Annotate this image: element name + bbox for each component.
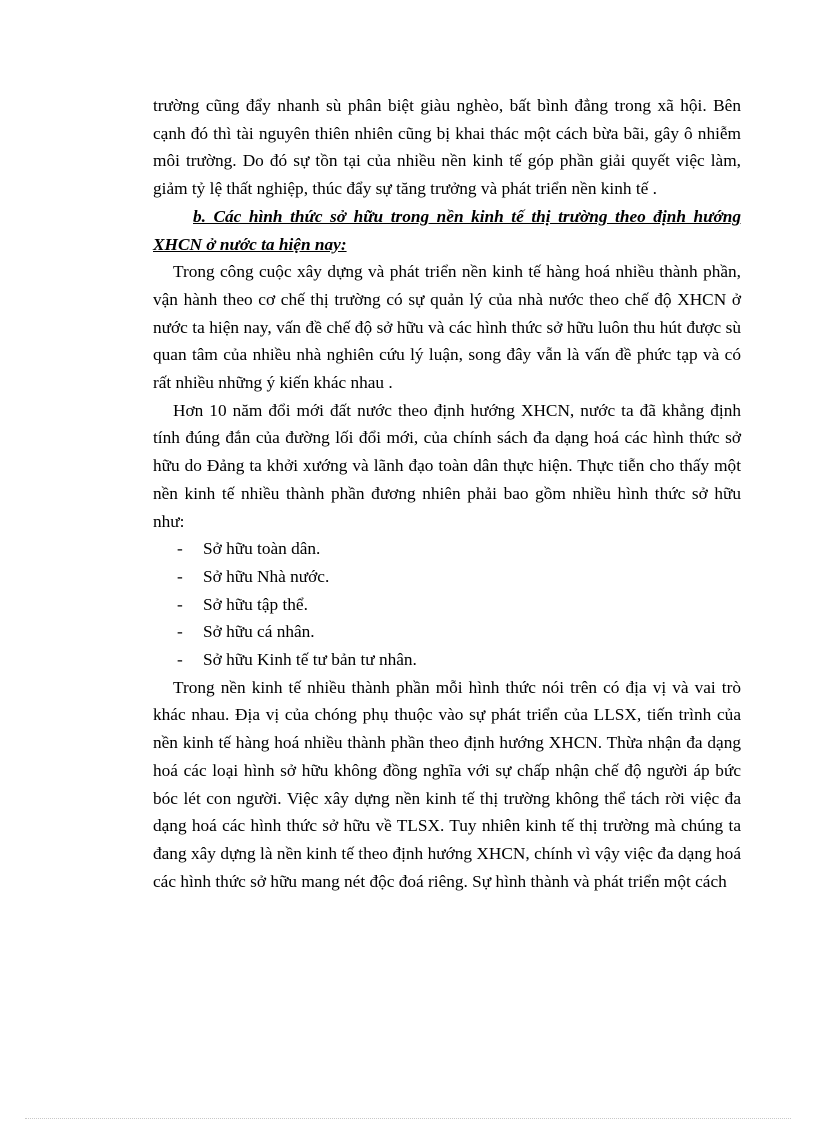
bullet-dash: - — [177, 566, 183, 586]
paragraph-3: Trong nền kinh tế nhiều thành phần mỗi hình thức nói trên có địa vị và vai trò khác nhau. Địa vị của chóng phụ thuộc vào sự phát triển của LLSX, tiến trình của nền kinh tế hàng hoá nhiều thành phần theo định hướng XHCN. Thừa nhận đa dạng hoá các loại hình sở hữu không đồng nghĩa với sự chấp nhận chế độ người áp bức bóc lét con người. Việc xây dựng nền kinh tế thị trường không thể tách rời việc đa dạng hoá các hình thức sở hữu về TLSX. Tuy nhiên kinh tế thị trường mà chúng ta đang xây dựng là nền kinh tế theo định hướng XHCN, chính vì vậy việc đa dạng hoá các hình thức sở hữu mang nét độc đoá riêng. Sự hình thành và phát triển một cách — [153, 677, 741, 891]
list-item — [153, 646, 741, 674]
list-item — [153, 591, 741, 619]
ownership-forms-list — [153, 535, 741, 674]
page-bottom-divider — [25, 1118, 791, 1119]
list-item-text: Sở hữu Nhà nước. — [203, 566, 330, 586]
bullet-dash: - — [177, 539, 183, 559]
list-item-text: Sở hữu cá nhân. — [203, 622, 315, 642]
list-item — [153, 535, 741, 563]
paragraph-intro: trường cũng đẩy nhanh sù phân biệt giàu nghèo, bất bình đẳng trong xã hội. Bên cạnh đó thì tài nguyên thiên nhiên cũng bị khai thác một cách bừa bãi, gây ô nhiễm môi trường. Do đó sự tồn tại của nhiều nền kinh tế góp phần giải quyết việc làm, giảm tỷ lệ thất nghiệp, thúc đẩy sự tăng trưởng và phát triển nền kinh tế . — [153, 96, 741, 199]
list-item-text: Sở hữu Kinh tế tư bản tư nhân. — [203, 650, 417, 670]
paragraph-1: Trong công cuộc xây dựng và phát triển nền kinh tế hàng hoá nhiều thành phần, vận hành theo cơ chế thị trường có sự quản lý của nhà nước theo chế độ XHCN ở nước ta hiện nay, vấn đề chế độ sở hữu và các hình thức sở hữu luôn thu hút được sù quan tâm của nhiều nhà nghiên cứu lý luận, song đây vẫn là vấn đề phức tạp và có rất nhiều những ý kiến khác nhau . — [153, 262, 741, 393]
paragraph-2: Hơn 10 năm đổi mới đất nước theo định hướng XHCN, nước ta đã khẳng định tính đúng đắn của đường lối đổi mới, của chính sách đa dạng hoá các hình thức sở hữu do Đảng ta khởi xướng và lãnh đạo toàn dân thực hiện. Thực tiễn cho thấy một nền kinh tế nhiều thành phần đương nhiên phải bao gồm nhiều hình thức sở hữu như: — [153, 400, 741, 531]
bullet-dash: - — [177, 594, 183, 614]
list-item — [153, 618, 741, 646]
bullet-dash: - — [177, 622, 183, 642]
list-item-text: Sở hữu toàn dân. — [203, 539, 321, 559]
list-item-text: Sở hữu tập thể. — [203, 594, 308, 614]
page-body — [153, 92, 741, 895]
bullet-dash: - — [177, 650, 183, 670]
section-heading: b. Các hình thức sở hữu trong nền kinh tế thị trường theo định hướng XHCN ở nước ta hiện nay: — [153, 206, 741, 254]
list-item — [153, 563, 741, 591]
